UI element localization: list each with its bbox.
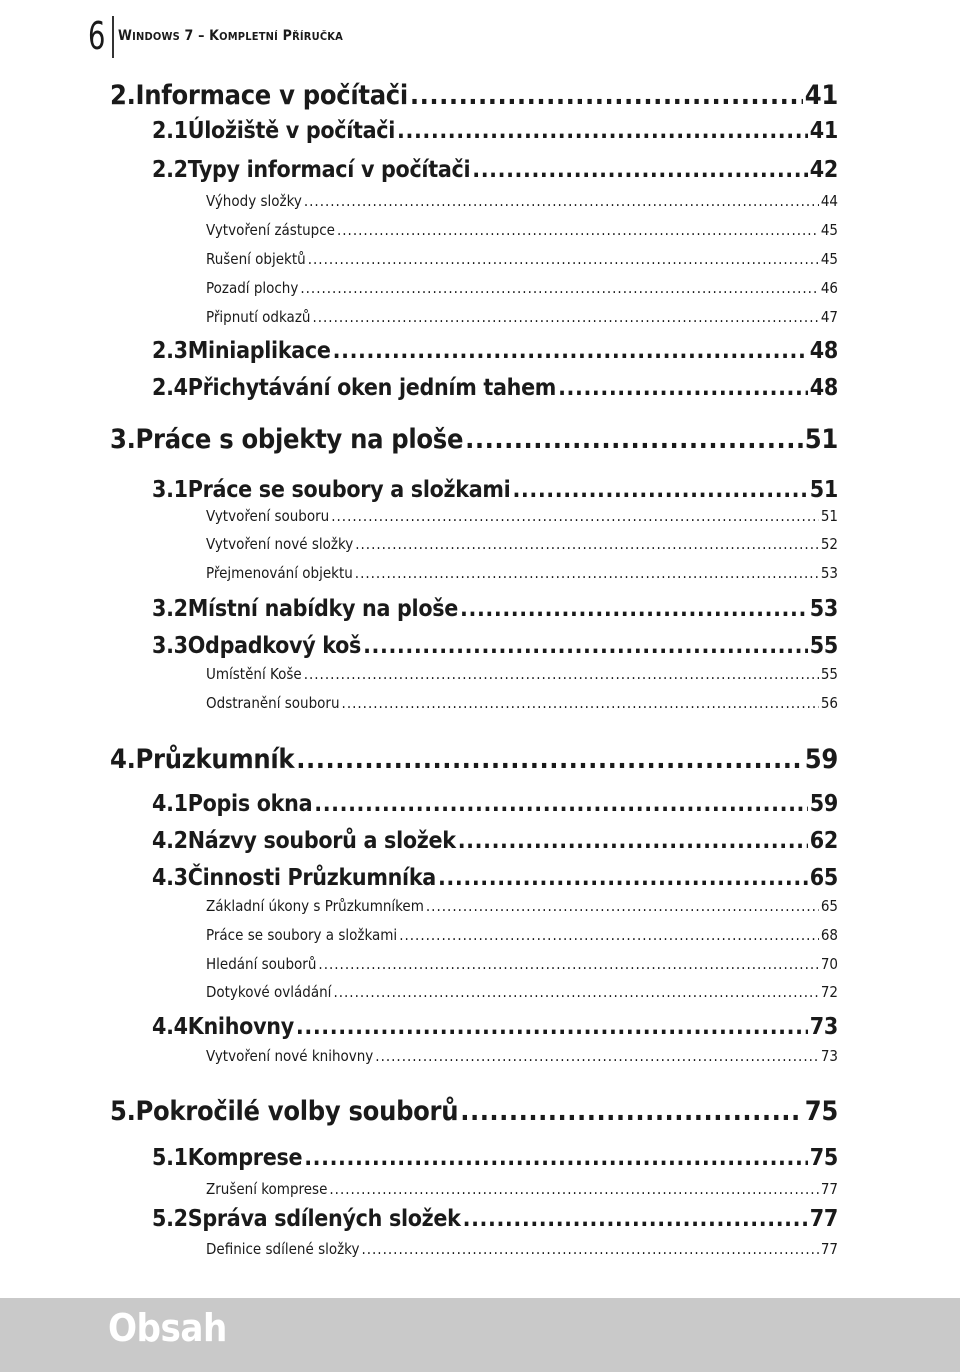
toc-entry — [206, 983, 838, 1001]
book-title-part: INDOWS — [132, 30, 180, 43]
dot-leader — [296, 744, 803, 775]
toc-entry-number: 2.2 — [152, 157, 188, 183]
toc-entry-label: Popis okna — [187, 791, 313, 817]
toc-entry-page: 73 — [809, 1014, 838, 1040]
toc-entry-number: 3.3 — [152, 633, 188, 659]
book-title-part: K — [209, 28, 220, 44]
toc-entry-label: Připnutí odkazů — [206, 308, 311, 326]
toc-entry-number: 2.4 — [152, 375, 188, 401]
toc-entry-page: 55 — [809, 633, 838, 659]
toc-entry-page: 48 — [809, 338, 838, 364]
toc-entry-label: Práce se soubory a složkami — [187, 477, 511, 503]
toc-entry-page: 42 — [809, 157, 838, 183]
toc-entry-number: 4.4 — [152, 1014, 188, 1040]
dot-leader — [460, 1096, 803, 1127]
dot-leader — [558, 375, 808, 401]
toc-entry — [206, 1180, 838, 1198]
toc-entry-label: Zrušení komprese — [206, 1180, 328, 1198]
toc-entry-label: Pozadí plochy — [206, 279, 299, 297]
toc-entry — [152, 791, 838, 817]
toc-entry-number: 3. — [110, 424, 136, 455]
dot-leader — [304, 192, 819, 210]
toc-entry-number: 4.2 — [152, 828, 188, 854]
toc-entry-number: 5. — [110, 1096, 136, 1127]
toc-entry-page: 70 — [820, 955, 838, 973]
dot-leader — [308, 250, 819, 268]
running-header — [88, 12, 344, 60]
toc-entry-label: Průzkumník — [135, 744, 295, 775]
book-title-part: OMPLETNÍ — [219, 30, 279, 43]
dot-leader — [399, 926, 819, 944]
toc-entry — [206, 192, 838, 210]
toc-entry-label: Hledání souborů — [206, 955, 317, 973]
dot-leader — [426, 897, 819, 915]
toc-entry — [152, 338, 838, 364]
toc-entry — [110, 744, 838, 775]
toc-entry — [152, 633, 838, 659]
toc-entry-label: Vytvoření souboru — [206, 507, 330, 525]
book-title-part: P — [282, 28, 293, 44]
book-title — [118, 28, 343, 44]
toc-entry-label: Komprese — [187, 1145, 303, 1171]
dot-leader — [361, 1240, 818, 1258]
toc-entry-page: 65 — [820, 897, 838, 915]
toc-entry-label: Přichytávání oken jedním tahem — [187, 375, 557, 401]
toc-entry-number: 3.1 — [152, 477, 188, 503]
toc-entry — [206, 279, 838, 297]
dot-leader — [342, 694, 819, 712]
toc-entry-label: Umístění Koše — [206, 665, 302, 683]
toc-entry — [206, 507, 838, 525]
toc-entry-number: 4.1 — [152, 791, 188, 817]
toc-entry-label: Výhody složky — [206, 192, 302, 210]
dot-leader — [375, 1047, 819, 1065]
toc-entry-number: 4.3 — [152, 865, 188, 891]
toc-entry — [110, 80, 838, 111]
toc-entry-page: 41 — [809, 118, 838, 144]
section-title: Obsah — [108, 1306, 227, 1350]
toc-entry — [152, 1145, 838, 1171]
toc-entry-number: 2.1 — [152, 118, 188, 144]
toc-entry — [110, 424, 838, 455]
toc-entry-label: Úložiště v počítači — [187, 118, 396, 144]
toc-entry-page: 47 — [820, 308, 838, 326]
dot-leader — [458, 828, 808, 854]
toc-entry-number: 4. — [110, 744, 136, 775]
toc-entry-page: 62 — [809, 828, 838, 854]
toc-entry-number: 3.2 — [152, 596, 188, 622]
toc-entry-page: 53 — [809, 596, 838, 622]
dot-leader — [304, 665, 819, 683]
toc-entry-label: Rušení objektů — [206, 250, 306, 268]
dot-leader — [333, 338, 808, 364]
toc-entry — [206, 250, 838, 268]
toc-entry-page: 51 — [809, 477, 838, 503]
toc-entry — [110, 1096, 838, 1127]
book-title-part: 7 – — [179, 28, 210, 44]
toc-entry-page: 77 — [820, 1240, 838, 1258]
toc-entry — [206, 221, 838, 239]
toc-entry-page: 45 — [820, 221, 838, 239]
toc-entry-label: Práce s objekty na ploše — [135, 424, 464, 455]
toc-entry-label: Správa sdílených složek — [187, 1206, 461, 1232]
toc-entry-label: Pokročilé volby souborů — [135, 1096, 459, 1127]
toc-entry-label: Dotykové ovládání — [206, 983, 332, 1001]
toc-entry-page: 72 — [820, 983, 838, 1001]
toc-entry-page: 59 — [809, 791, 838, 817]
dot-leader — [397, 118, 808, 144]
dot-leader — [465, 424, 803, 455]
page-number: 6 — [88, 14, 106, 58]
toc-entry — [152, 865, 838, 891]
toc-entry-page: 45 — [820, 250, 838, 268]
toc-entry — [206, 535, 838, 553]
toc-entry — [152, 828, 838, 854]
toc-entry — [152, 596, 838, 622]
toc-entry-label: Definice sdílené složky — [206, 1240, 360, 1258]
toc-entry-page: 65 — [809, 865, 838, 891]
dot-leader — [512, 477, 807, 503]
toc-entry — [152, 118, 838, 144]
book-title-part: ŘÍRUČKA — [292, 30, 344, 43]
toc-entry-label: Místní nabídky na ploše — [187, 596, 459, 622]
toc-entry — [206, 897, 838, 915]
dot-leader — [329, 1180, 818, 1198]
toc-entry-page: 75 — [809, 1145, 838, 1171]
toc-entry-page: 75 — [804, 1096, 838, 1127]
toc-entry-page: 46 — [820, 279, 838, 297]
toc-entry-label: Informace v počítači — [135, 80, 408, 111]
book-title-part: W — [118, 28, 133, 44]
toc-entry — [206, 564, 838, 582]
dot-leader — [318, 955, 818, 973]
toc-entry-label: Přejmenování objektu — [206, 564, 353, 582]
toc-entry — [206, 955, 838, 973]
toc-entry — [206, 1240, 838, 1258]
toc-entry — [206, 308, 838, 326]
toc-entry-page: 51 — [820, 507, 838, 525]
toc-entry-label: Práce se soubory a složkami — [206, 926, 398, 944]
toc-entry — [206, 926, 838, 944]
toc-entry-label: Názvy souborů a složek — [187, 828, 456, 854]
toc-entry-page: 52 — [820, 535, 838, 553]
toc-entry-page: 68 — [820, 926, 838, 944]
toc-entry-label: Knihovny — [187, 1014, 294, 1040]
toc-entry-page: 44 — [820, 192, 838, 210]
toc-entry-label: Vytvoření nové složky — [206, 535, 354, 553]
dot-leader — [300, 279, 818, 297]
dot-leader — [438, 865, 808, 891]
toc-entry-label: Odpadkový koš — [187, 633, 362, 659]
toc-entry-page: 55 — [820, 665, 838, 683]
dot-leader — [472, 157, 808, 183]
toc-entry-label: Typy informací v počítači — [187, 157, 471, 183]
toc-entry-page: 41 — [804, 80, 838, 111]
toc-entry-page: 51 — [804, 424, 838, 455]
dot-leader — [296, 1014, 808, 1040]
toc-entry — [206, 665, 838, 683]
toc-entry-label: Vytvoření zástupce — [206, 221, 335, 239]
toc-entry — [152, 375, 838, 401]
toc-entry-page: 77 — [809, 1206, 838, 1232]
dot-leader — [312, 308, 818, 326]
dot-leader — [463, 1206, 808, 1232]
dot-leader — [314, 791, 808, 817]
dot-leader — [410, 80, 803, 111]
dot-leader — [337, 221, 819, 239]
toc-entry — [152, 477, 838, 503]
dot-leader — [333, 983, 818, 1001]
toc-entry-number: 5.1 — [152, 1145, 188, 1171]
toc-entry-label: Miniaplikace — [187, 338, 331, 364]
toc-entry-label: Odstranění souboru — [206, 694, 340, 712]
dot-leader — [460, 596, 808, 622]
toc-entry-label: Základní úkony s Průzkumníkem — [206, 897, 424, 915]
toc-entry — [206, 1047, 838, 1065]
toc-entry-number: 2. — [110, 80, 136, 111]
toc-entry-number: 5.2 — [152, 1206, 188, 1232]
toc-entry-page: 48 — [809, 375, 838, 401]
toc-entry — [152, 157, 838, 183]
toc-entry-number: 2.3 — [152, 338, 188, 364]
dot-leader — [355, 564, 819, 582]
toc-entry-page: 56 — [820, 694, 838, 712]
toc-entry-page: 77 — [820, 1180, 838, 1198]
toc-entry — [152, 1206, 838, 1232]
dot-leader — [331, 507, 819, 525]
dot-leader — [304, 1145, 808, 1171]
toc-entry — [152, 1014, 838, 1040]
toc-entry — [206, 694, 838, 712]
toc-entry-label: Činnosti Průzkumníka — [187, 865, 436, 891]
toc-entry-page: 53 — [820, 564, 838, 582]
toc-entry-label: Vytvoření nové knihovny — [206, 1047, 374, 1065]
header-divider — [112, 16, 114, 58]
toc-entry-page: 73 — [820, 1047, 838, 1065]
dot-leader — [363, 633, 808, 659]
dot-leader — [355, 535, 819, 553]
toc-entry-page: 59 — [804, 744, 838, 775]
